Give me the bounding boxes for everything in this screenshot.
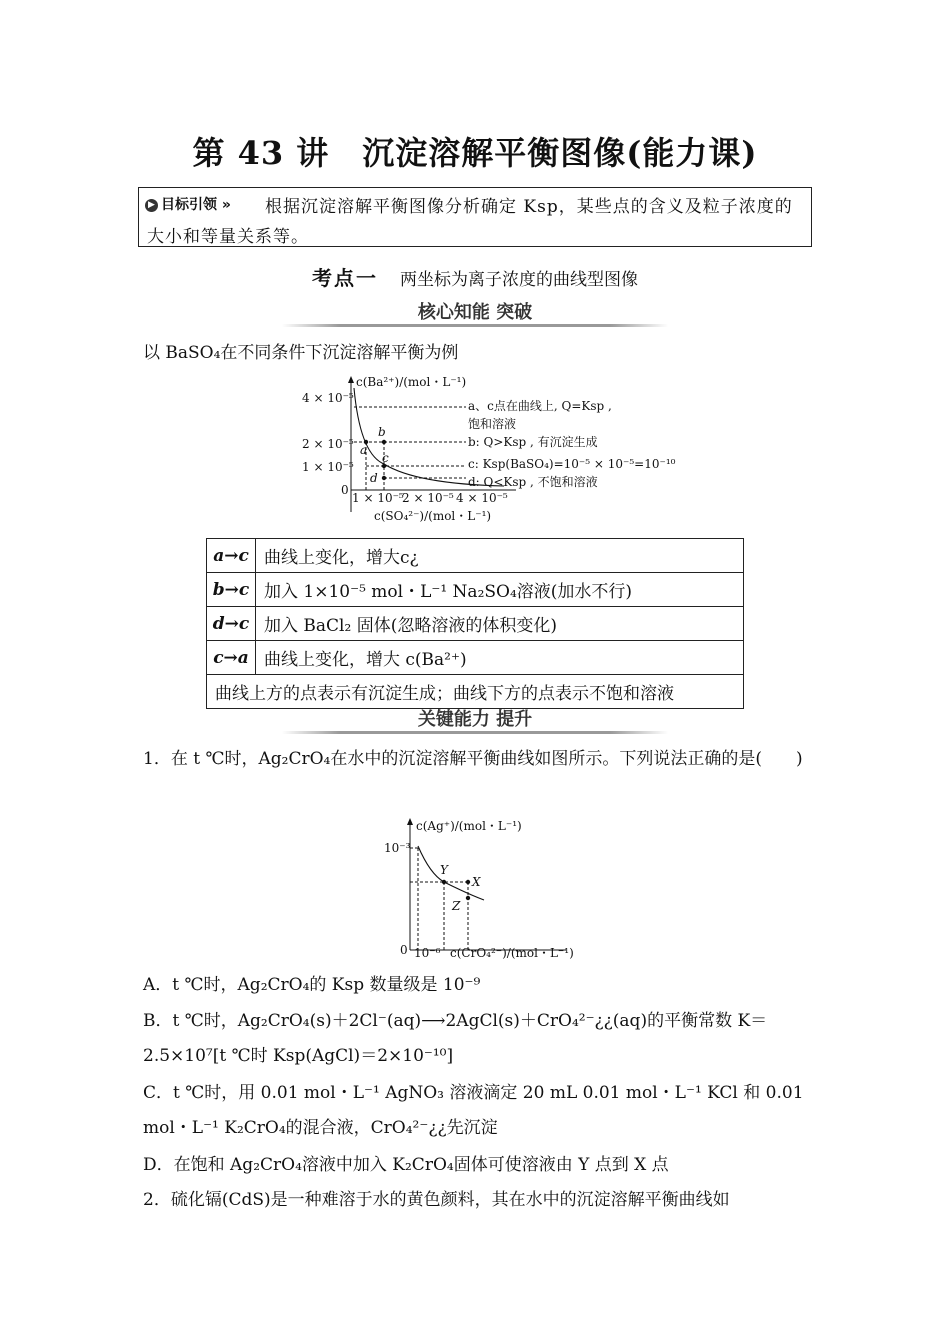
ag2cro4-chart [380,814,580,964]
x-tick-label: 1 × 10⁻⁵ [352,491,404,505]
table-row [207,675,744,709]
table-cell-key: a→c [207,539,256,573]
table-cell-desc: 曲线上变化，增大c¿ [256,539,744,573]
chevron-right-icon: » [221,197,231,213]
x-tick-label: 2 × 10⁻⁵ [402,491,454,505]
kaodian-label: 考点一 [312,266,378,290]
table-row [207,573,744,607]
y-axis-arrow [348,376,354,383]
option-b: B．t ℃时，Ag₂CrO₄(s)＋2Cl⁻(aq)⟶2AgCl(s)＋CrO₄²⁻¿¿(aq)的平衡常数 K＝2.5×10⁷[t ℃时 Ksp(AgCl)＝2×10⁻¹⁰] [143,1011,768,1066]
goal-tag-label: 目标引领 [161,197,217,213]
table-cell-key: b→c [207,573,256,607]
section-ability-title: 关键能力 提升 [417,709,533,730]
play-icon: ▶ [145,199,158,212]
kaodian-text: 两坐标为离子浓度的曲线型图像 [400,270,638,290]
y-tick-label: 4 × 10⁻⁵ [302,391,354,405]
section-bar-core [282,298,668,328]
table-cell-desc: 曲线上变化，增大 c(Ba²⁺) [256,641,744,675]
chart-note: a、c点在曲线上, Q=Ksp , [468,399,612,413]
x-tick-label: 10⁻⁶ [414,946,441,960]
y-axis-arrow [407,818,413,825]
origin-label: 0 [341,483,349,497]
section-bar-ability [282,705,668,735]
point-d [382,476,386,480]
table-cell-desc: 加入 1×10⁻⁵ mol・L⁻¹ Na₂SO₄溶液(加水不行) [256,573,744,607]
origin-label: 0 [400,943,408,957]
table-cell-key: c→a [207,641,256,675]
chart-note: b: Q>Ksp , 有沉淀生成 [468,435,598,449]
solubility-curve [418,846,484,900]
point-label: c [382,451,389,465]
section-core-title: 核心知能 突破 [417,302,533,323]
point-Z [466,896,470,900]
chart-note: c: Ksp(BaSO₄)=10⁻⁵ × 10⁻⁵=10⁻¹⁰ [468,457,676,471]
baso4-chart [296,374,676,530]
goal-text: 根据沉淀溶解平衡图像分析确定 Ksp，某些点的含义及粒子浓度的大小和等量关系等。 [147,197,793,247]
page-title: 第 43 讲 沉淀溶解平衡图像(能力课) [192,134,758,172]
x-axis-label: c(SO₄²⁻)/(mol・L⁻¹) [374,509,492,523]
y-tick-label: 10⁻³ [384,841,411,855]
table-cell-key: d→c [207,607,256,641]
x-axis-label: c(CrO₄²⁻)/(mol・L⁻¹) [450,946,574,960]
goal-box [138,187,812,247]
table-footer: 曲线上方的点表示有沉淀生成；曲线下方的点表示不饱和溶液 [207,675,744,709]
question-1-stem: 1．在 t ℃时，Ag₂CrO₄在水中的沉淀溶解平衡曲线如图所示。下列说法正确的是( ) [143,749,803,769]
table-row [207,539,744,573]
y-tick-label: 2 × 10⁻⁵ [302,437,354,451]
y-axis-label: c(Ba²⁺)/(mol・L⁻¹) [356,375,467,389]
point-label: b [378,425,386,439]
point-label: Y [440,863,448,877]
point-Y [442,880,446,884]
chart-note: d: Q<Ksp , 不饱和溶液 [468,475,598,489]
point-label: Z [452,899,461,913]
question-2-stem: 2．硫化镉(CdS)是一种难溶于水的黄色颜料，其在水中的沉淀溶解平衡曲线如 [143,1190,730,1210]
point-label: X [472,875,481,889]
y-axis-label: c(Ag⁺)/(mol・L⁻¹) [416,819,522,833]
point-b [382,440,386,444]
option-c: C．t ℃时，用 0.01 mol・L⁻¹ AgNO₃ 溶液滴定 20 mL 0.01 mol・L⁻¹ KCl 和 0.01 mol・L⁻¹ K₂CrO₄的混合液，CrO₄²⁻¿¿先沉淀 [143,1083,804,1138]
table-cell-desc: 加入 BaCl₂ 固体(忽略溶液的体积变化) [256,607,744,641]
point-X [466,880,470,884]
option-a: A．t ℃时，Ag₂CrO₄的 Ksp 数量级是 10⁻⁹ [143,975,481,995]
point-label: a [360,443,368,457]
table-row [207,607,744,641]
intro-text: 以 BaSO₄在不同条件下沉淀溶解平衡为例 [143,343,459,363]
option-d: D．在饱和 Ag₂CrO₄溶液中加入 K₂CrO₄固体可使溶液由 Y 点到 X 点 [143,1155,669,1175]
y-tick-label: 1 × 10⁻⁵ [302,460,354,474]
chart-note: 饱和溶液 [468,417,517,431]
point-label: d [370,471,378,485]
kaodian-heading [0,262,950,291]
change-table [206,538,744,709]
table-row [207,641,744,675]
x-tick-label: 4 × 10⁻⁵ [456,491,508,505]
